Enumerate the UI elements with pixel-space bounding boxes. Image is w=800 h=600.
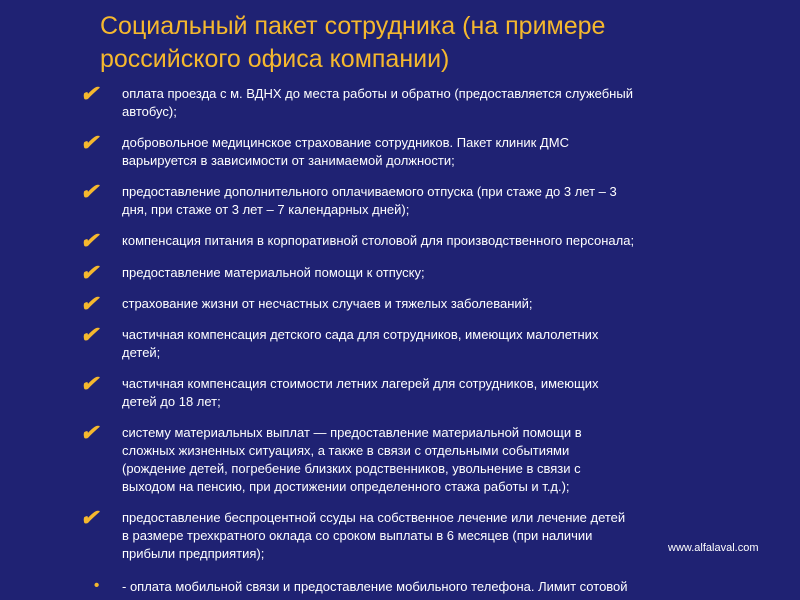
list-item-line: систему материальных выплат — предоставление материальной помощи в [122, 425, 582, 440]
list-item-text [122, 424, 762, 496]
list-item-text [122, 264, 762, 282]
checkmark-icon: ✔ [80, 291, 99, 316]
checkmark-icon: ✔ [80, 130, 99, 155]
list-item-line: выходом на пенсию, при достижении определенного стажа работы и т.д.); [122, 479, 570, 494]
list-item-line: предоставление беспроцентной ссуды на собственное лечение или лечение детей [122, 510, 626, 525]
list-item-line: предоставление дополнительного оплачиваемого отпуска (при стаже до 3 лет – 3 [122, 184, 617, 199]
list-item-line: прибыли предприятия); [122, 546, 265, 561]
list-item-line: дня, при стаже от 3 лет – 7 календарных дней); [122, 202, 410, 217]
list-item-line: сложных жизненных ситуациях, а также в связи с отдельными событиями [122, 443, 570, 458]
list-item-line: оплата проезда с м. ВДНХ до места работы и обратно (предоставляется служебный [122, 86, 633, 101]
list-item-line: страхование жизни от несчастных случаев и тяжелых заболеваний; [122, 296, 533, 311]
list-item-line: в размере трехкратного оклада со сроком выплаты в 6 месяцев (при наличии [122, 528, 593, 543]
list-item-text [122, 134, 762, 170]
list-item-line: предоставление материальной помощи к отпуску; [122, 265, 425, 280]
list-item-line: варьируется в зависимости от занимаемой должности; [122, 153, 455, 168]
website-url: www.alfalaval.com [668, 542, 759, 554]
list-item-line: (рождение детей, погребение близких родственников, увольнение в связи с [122, 461, 581, 476]
checkmark-icon: ✔ [80, 322, 99, 347]
checkmark-icon: ✔ [80, 371, 99, 396]
list-item-text [122, 295, 762, 313]
list-item-line: добровольное медицинское страхование сотрудников. Пакет клиник ДМС [122, 135, 569, 150]
list-item-line: - оплата мобильной связи и предоставление мобильного телефона. Лимит сотовой [122, 579, 628, 594]
list-item-text [122, 375, 762, 411]
list-item-line: детей; [122, 345, 161, 360]
list-item-text [122, 578, 762, 596]
list-item-line: компенсация питания в корпоративной столовой для производственного персонала; [122, 233, 635, 248]
slide-title-line-2: российского офиса компании) [100, 45, 450, 73]
slide-title [100, 10, 760, 76]
checkmark-icon: ✔ [80, 420, 99, 445]
bullet-icon: • [94, 577, 100, 594]
list-item-text [122, 326, 762, 362]
list-item-line: детей до 18 лет; [122, 394, 221, 409]
list-item-text [122, 85, 762, 121]
checkmark-icon: ✔ [80, 260, 99, 285]
list-item-line: частичная компенсация стоимости летних лагерей для сотрудников, имеющих [122, 376, 599, 391]
list-item-text [122, 232, 762, 250]
checkmark-icon: ✔ [80, 81, 99, 106]
checkmark-icon: ✔ [80, 505, 99, 530]
list-item-line: частичная компенсация детского сада для сотрудников, имеющих малолетних [122, 327, 599, 342]
slide-title-line-1: Социальный пакет сотрудника (на примере [100, 12, 606, 40]
checkmark-icon: ✔ [80, 179, 99, 204]
list-item-text [122, 183, 762, 219]
checkmark-icon: ✔ [80, 228, 99, 253]
list-item-line: автобус); [122, 104, 177, 119]
list-item-text [122, 509, 762, 563]
